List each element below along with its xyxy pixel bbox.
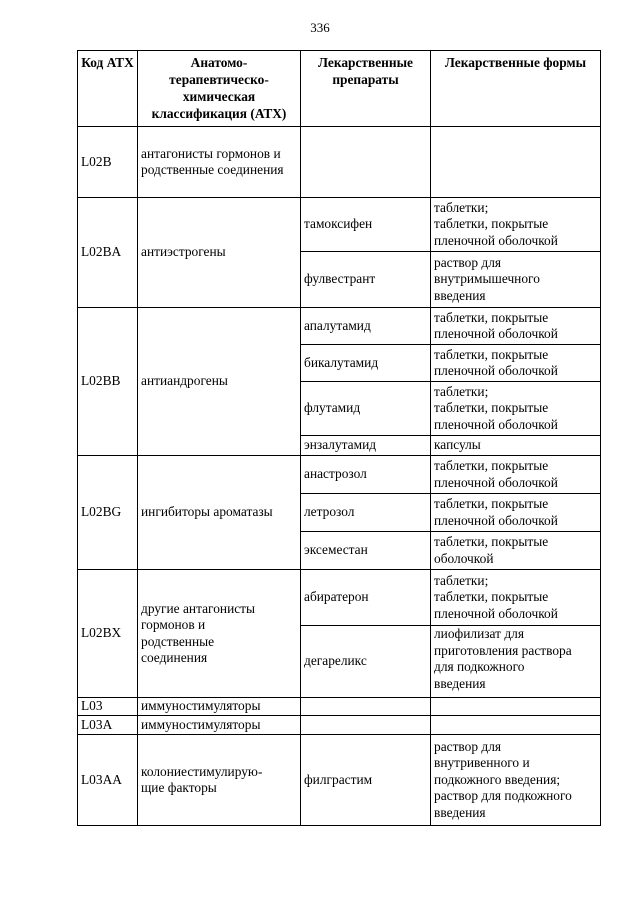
drug-form	[431, 308, 601, 345]
form-line: пленочной оболочкой	[434, 512, 558, 528]
atx-code: L03A	[78, 716, 138, 735]
form-line: таблетки, покрытые	[434, 496, 549, 511]
table-row	[78, 698, 601, 716]
table-row	[78, 198, 601, 252]
drug-form	[431, 570, 601, 626]
page-number: 336	[310, 20, 330, 35]
atx-group-name	[138, 735, 301, 826]
table-row	[78, 716, 601, 735]
form-line: таблетки;	[434, 383, 489, 399]
form-line: таблетки, покрытые	[434, 346, 549, 362]
empty-cell	[431, 127, 601, 198]
header-forms: Лекарственные формы	[431, 51, 601, 127]
drug-name: анастрозол	[301, 456, 431, 494]
header-drugs: Лекарственные препараты	[301, 51, 431, 127]
empty-cell	[301, 716, 431, 735]
form-line: пленочной оболочкой	[434, 605, 558, 621]
form-line: таблетки, покрытые	[434, 534, 549, 549]
form-line: раствор для	[434, 738, 502, 754]
form-line: пленочной оболочкой	[434, 326, 558, 341]
form-line: таблетки;	[434, 572, 489, 588]
form-line: раствор для	[434, 254, 502, 270]
drug-name: эксеместан	[301, 532, 431, 570]
drug-form	[431, 532, 601, 570]
form-line: для подкожного	[434, 659, 525, 674]
form-line: таблетки;	[434, 199, 489, 215]
atx-code: L02BX	[78, 570, 138, 698]
atx-group-name: ингибиторы ароматазы	[138, 456, 301, 570]
header-code: Код АТХ	[78, 51, 138, 127]
form-line: внутривенного и	[434, 755, 530, 771]
drug-form	[431, 494, 601, 532]
form-line: введения	[434, 287, 486, 303]
table-row	[78, 456, 601, 494]
group-name-line: щие факторы	[141, 780, 217, 795]
table-row	[78, 735, 601, 826]
drug-name: филграстим	[301, 735, 431, 826]
atx-code: L03	[78, 698, 138, 716]
drug-form	[431, 456, 601, 494]
form-line: пленочной оболочкой	[434, 474, 558, 490]
drug-name: энзалутамид	[301, 436, 431, 456]
form-line: введения	[434, 675, 486, 691]
empty-cell	[431, 698, 601, 716]
atx-code: L02BA	[78, 198, 138, 308]
drug-form	[431, 345, 601, 382]
group-name-line: родственные	[141, 633, 215, 649]
form-line: пленочной оболочкой	[434, 363, 558, 378]
atx-code: L03AA	[78, 735, 138, 826]
empty-cell	[431, 716, 601, 735]
form-line: таблетки, покрытые	[434, 216, 549, 232]
drug-name: дегареликс	[301, 626, 431, 698]
form-line: лиофилизат для	[434, 626, 524, 641]
group-name-line: колониестимулирую-	[141, 763, 263, 779]
table-row	[78, 308, 601, 345]
form-line: таблетки, покрытые	[434, 589, 549, 605]
form-line: таблетки, покрытые	[434, 458, 549, 473]
group-name-line: гормонов и	[141, 617, 206, 632]
drug-name: абиратерон	[301, 570, 431, 626]
form-line: подкожного введения;	[434, 771, 561, 787]
atx-code: L02B	[78, 127, 138, 198]
atx-code: L02BG	[78, 456, 138, 570]
form-line: приготовления раствора	[434, 642, 572, 658]
form-line: раствор для подкожного	[434, 788, 572, 804]
atx-group-name: иммуностимуляторы	[138, 698, 301, 716]
group-name-line: другие антагонисты	[141, 600, 256, 616]
drug-form	[431, 252, 601, 308]
atx-group-name: антиандрогены	[138, 308, 301, 456]
drug-name: тамоксифен	[301, 198, 431, 252]
form-line: пленочной оболочкой	[434, 416, 558, 432]
atx-group-name: антагонисты гормонов и родственные соединения	[138, 127, 301, 198]
empty-cell	[301, 127, 431, 198]
drug-name: фулвестрант	[301, 252, 431, 308]
group-name-line: соединения	[141, 650, 208, 665]
drug-form	[431, 436, 601, 456]
atx-group-name	[138, 570, 301, 698]
table-header-row	[78, 51, 601, 127]
drug-form	[431, 198, 601, 252]
drug-name: летрозол	[301, 494, 431, 532]
drug-name: бикалутамид	[301, 345, 431, 382]
form-line: капсулы	[434, 437, 481, 453]
form-line: таблетки, покрытые	[434, 309, 549, 325]
atx-drug-table	[77, 50, 601, 826]
form-line: таблетки, покрытые	[434, 400, 549, 416]
atx-group-name: антиэстрогены	[138, 198, 301, 308]
form-line: оболочкой	[434, 550, 494, 566]
drug-name: апалутамид	[301, 308, 431, 345]
drug-form	[431, 626, 601, 698]
drug-form	[431, 735, 601, 826]
atx-code: L02BB	[78, 308, 138, 456]
form-line: пленочной оболочкой	[434, 232, 558, 248]
form-line: внутримышечного	[434, 271, 540, 287]
table-row	[78, 127, 601, 198]
header-classification: Анатомо-терапевтическо-химическая классификация (АТХ)	[138, 51, 301, 127]
form-line: введения	[434, 804, 486, 820]
atx-group-name: иммуностимуляторы	[138, 716, 301, 735]
empty-cell	[301, 698, 431, 716]
table-row	[78, 570, 601, 626]
drug-form	[431, 382, 601, 436]
drug-name: флутамид	[301, 382, 431, 436]
